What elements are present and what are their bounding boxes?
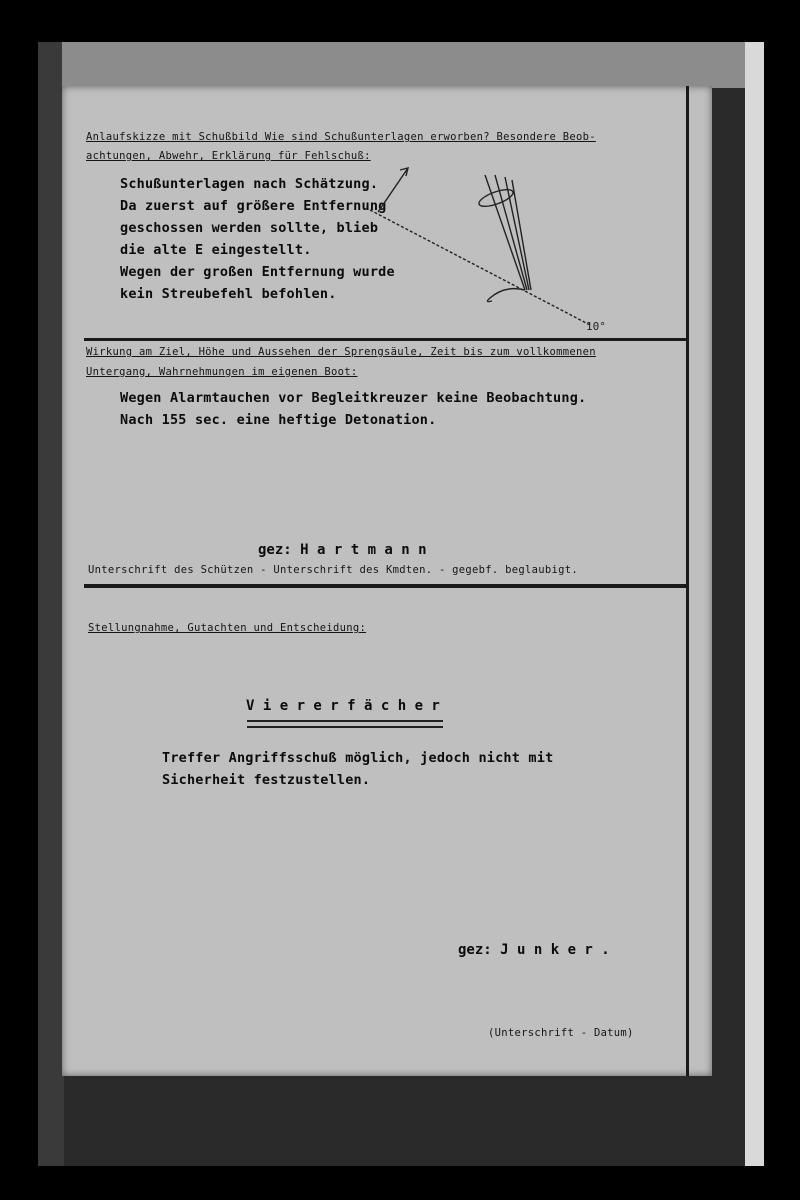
target-arrow <box>378 168 408 212</box>
shooter-signature-caption: Unterschrift des Schützen - Unterschrift des Kmdten. - gegebf. beglaubigt. <box>88 564 578 576</box>
torpedo-track-2 <box>495 175 527 290</box>
effect-header-line2: Untergang, Wahrnehmungen im eigenen Boot: <box>86 366 358 378</box>
page-shadow-top <box>62 42 745 88</box>
film-edge-right <box>745 42 764 1166</box>
title-underline <box>247 720 443 728</box>
effect-text-2: Nach 155 sec. eine heftige Detonation. <box>120 412 437 428</box>
uboat-mark <box>487 289 525 302</box>
sketch-note-6: kein Streubefehl befohlen. <box>120 286 337 302</box>
decision-text-1: Treffer Angriffsschuß möglich, jedoch nicht mit <box>162 750 554 766</box>
attack-sketch <box>360 160 640 340</box>
torpedo-track-3 <box>505 177 529 290</box>
sketch-note-5: Wegen der großen Entfernung wurde <box>120 264 395 280</box>
bearing-line <box>370 210 590 325</box>
sketch-note-4: die alte E eingestellt. <box>120 242 312 258</box>
sketch-header-line1: Anlaufskizze mit Schußbild Wie sind Schußunterlagen erworben? Besondere Beob- <box>86 131 596 143</box>
effect-header-line1: Wirkung am Ziel, Höhe und Aussehen der Sprengsäule, Zeit bis zum vollkommenen <box>86 346 596 358</box>
effect-text-1: Wegen Alarmtauchen vor Begleitkreuzer keine Beobachtung. <box>120 390 587 406</box>
sketch-header-line2: achtungen, Abwehr, Erklärung für Fehlschuß: <box>86 150 371 162</box>
decision-text-2: Sicherheit festzustellen. <box>162 772 371 788</box>
decision-header: Stellungnahme, Gutachten und Entscheidung: <box>88 622 367 634</box>
sketch-note-3: geschossen werden sollte, blieb <box>120 220 379 236</box>
final-signature: gez: J u n k e r . <box>458 942 610 958</box>
final-signature-caption: (Unterschrift - Datum) <box>488 1027 634 1039</box>
section-divider-2 <box>84 584 688 588</box>
shooter-signature: gez: H a r t m a n n <box>258 542 427 558</box>
decision-title: V i e r e r f ä c h e r <box>246 698 440 714</box>
sketch-note-1: Schußunterlagen nach Schätzung. <box>120 176 379 192</box>
sketch-note-2: Da zuerst auf größere Entfernung <box>120 198 387 214</box>
angle-label: 10° <box>586 320 606 333</box>
vertical-rule <box>686 86 689 1076</box>
film-edge-left <box>38 42 64 1166</box>
section-divider-1 <box>84 338 688 341</box>
torpedo-track-4 <box>512 180 531 290</box>
